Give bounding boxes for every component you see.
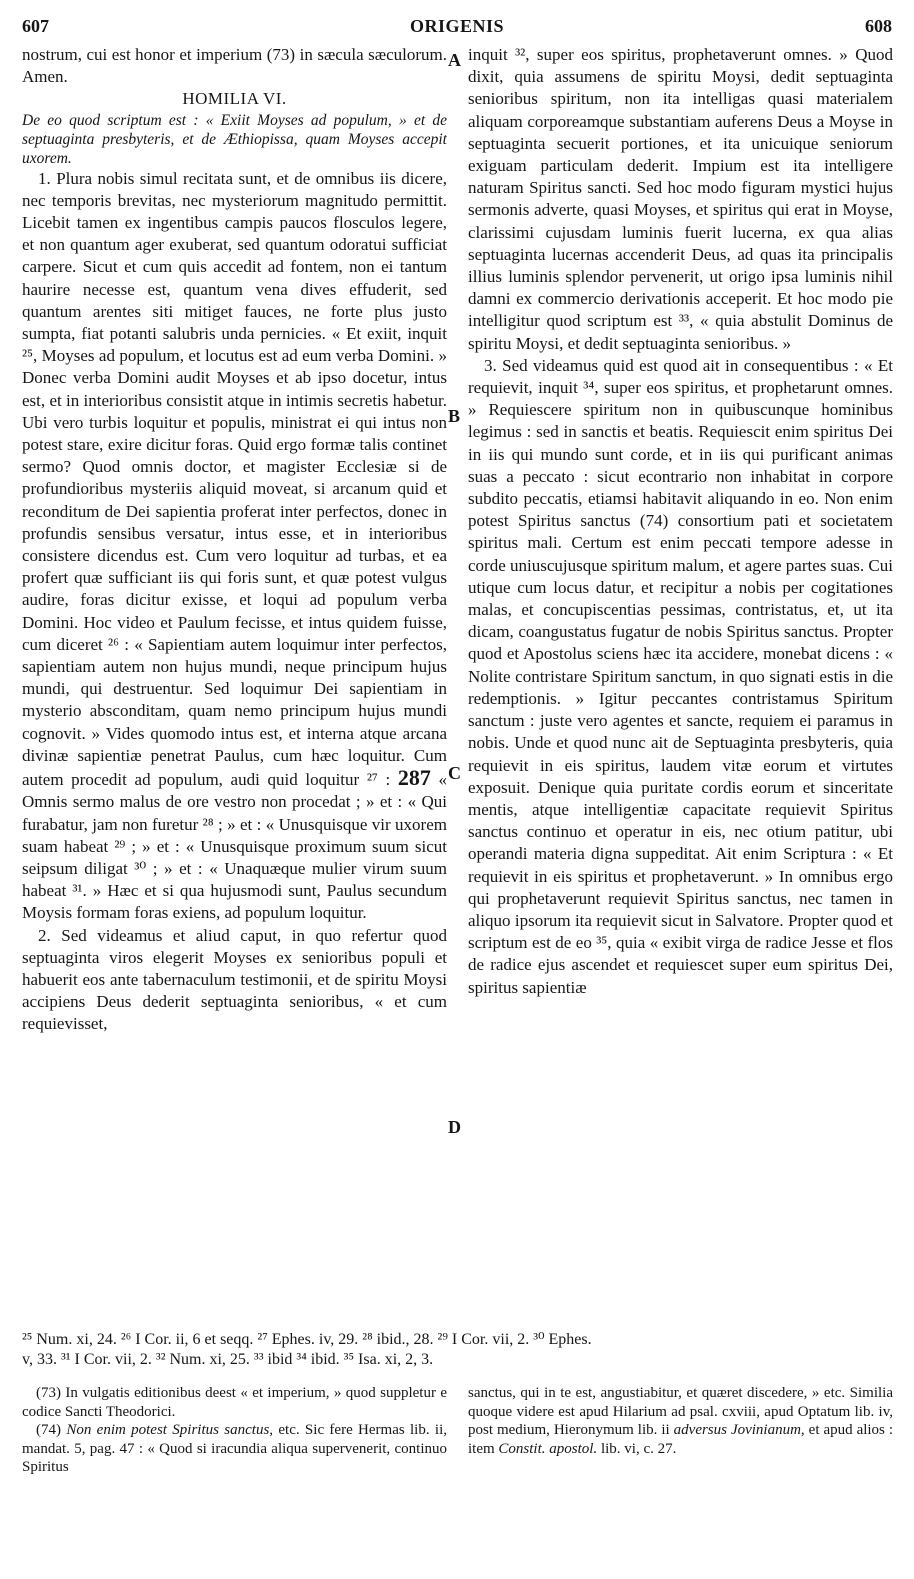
running-title: ORIGENIS <box>409 16 505 36</box>
editor-notes-left <box>22 1384 447 1477</box>
left-paragraph-1 <box>22 168 447 925</box>
left-page-number: 607 <box>22 16 49 36</box>
left-paragraph-0: nostrum, cui est honor et imperium (73) in sæcula sæculorum. Amen. <box>22 45 447 87</box>
paragraph-1-continued: « Omnis sermo malus de ore vestro non procedat ; » et : « Qui furabatur, jam non furetur ²⁸ ; » et : « Unusquisque vir uxorem suam habeat ²⁹ ; » et : « Unusquisque proximum suum sicut seipsum diligat ³⁰ ; » et : « Unaquæque mulier virum suum habeat ³¹. » Hæc et si qua hujusmodi sunt, Paulus secundum Moysis formam foras exiens, ad populum loquitur. <box>22 770 447 923</box>
page-header <box>22 16 892 40</box>
editor-notes-right <box>468 1384 893 1458</box>
note-74-text: etc. Sic fere Hermas lib. ii, mandat. 5, pag. 47 : « Quod si iracundia aliqua supervenerit, continuo Spiritus <box>22 1422 448 1475</box>
left-paragraph-2: 2. Sed videamus et aliud caput, in quo refertur quod septuaginta viros elegerit Moyses ex senioribus populi et habuerit eos ante tabernaculum testimonii, et de spiritu Moysi accipiens Deus dederit septuaginta senioribus, « et cum requievisset, <box>22 925 447 1034</box>
note-73: (73) In vulgatis editionibus deest « et imperium, » quod suppletur e codice Sancti Theodorici. <box>22 1385 447 1420</box>
right-paragraph-3: 3. Sed videamus quid est quod ait in consequentibus : « Et requievit, inquit ³⁴, super eos spiritus, et prophetarunt omnes. » Requiescere spiritum non in quibuscunque hominibus legimus : sed in sanctis et beatis. Requiescit enim spiritus Dei in iis qui mundo sunt corde, et in iis qui purificant animas suas a peccato : sicut econtrario non inhabitat in corpore subdito peccatis, etiamsi habitavit aliquando in eo. Non enim potest Spiritus sanctus (74) consortium pati et societatem spiritus mali. Certum est enim peccati tempore adesse in corde uniuscujusque spiritum malum, et agere partes suas. Cui utique cum locus datur, et recipitur a nobis per cogitationes malas, et concupiscentias pessimas, contristatus, et, ut ita dicam, coangustatus fugatur de nobis Spiritus sanctus. Propter quod et Apostolus sciens hæc ita accidere, monebat dicens : « Nolite contristare Spiritum sanctum, in quo signati estis in die redemptionis. » Igitur peccantes contristamus Spiritum sanctum : juste vero agentes et sancte, requiem ei paramus in nobis. Unde et quod nunc ait de Septuaginta presbyteris, quia requievit in eis spiritus, laudem vitæ eorum et virtutes exposuit. Denique quia puritate cordis eorum et sinceritate mentis, atque intelligentiæ capacitate requievit Spiritus sanctus continuo et operatur in eis, nec otium patitur, ubi operandi materia digna suppeditat. Ait enim Scriptura : « Et requievit in eis spiritus et prophetaverunt. » In omnibus ergo qui prophetaverunt requievit Spiritus sanctus, nec tamen in aliquo ipsorum ita requievit sicut in Salvatore. Propter quod et scriptum est de eo ³⁵, quia « exibit virga de radice Jesse et flos de radice ejus ascendet et requiescet super eum spiritus Dei, spiritus sapientiæ <box>468 355 893 997</box>
note-74-cont-c: lib. vi, c. 27. <box>600 1440 677 1457</box>
homily-title: HOMILIA VI. <box>182 89 287 109</box>
note-74-cont-title: adversus Jovinianum, <box>673 1422 805 1438</box>
note-74-cont-a: sanctus, qui in te est, angustiabitur, et quæret discedere, » etc. Similia quoque videre est apud Hilarium ad psal. cxviii, apud Optatum lib. iv, post medium, Hieronymum lib. ii <box>468 1385 893 1438</box>
note-74-continued <box>468 1384 893 1458</box>
note-74-number: (74) <box>36 1422 61 1438</box>
note-74-cont-title-2: Constit. apostol. <box>498 1440 598 1457</box>
note-74-cont-b: et apud alios : item <box>468 1422 894 1457</box>
footnote-line-2: v, 33. ³¹ I Cor. vii, 2. ³² Num. xi, 25. ³³ ibid ³⁴ ibid. ³⁵ Isa. xi, 2, 3. <box>22 1351 434 1368</box>
note-74-lemma: Non enim potest Spiritus sanctus, <box>66 1422 274 1438</box>
left-column <box>22 44 447 1324</box>
margin-marker-b: B <box>448 406 461 426</box>
note-74 <box>22 1421 447 1477</box>
right-paragraph-0: inquit ³², super eos spiritus, prophetaverunt omnes. » Quod dixit, quia assumens de spiritu Moysi, dedit septuaginta senioribus spiritum, non ita intelligas quasi materialem aliquam corporeamque substantiam auferens Deus a Moyse in septuaginta secuerit portiones, et ita unicuique seniorum exiguam particulam dederit. Impium est ita intelligere naturam Spiritus sancti. Sed hoc modo figuram mystici hujus sermonis adverte, quasi Moyses, et spiritus qui erat in Moyse, clarissimi cujusdam luminis fuerit lucerna, ex qua alias septuaginta lucernas accenderit Deus, ad quas ita principalis illius luminis splendor pervenerit, ut origo ipsa luminis nihil damni ex commercio derivationis acceperit. Et hoc modo pie intelligitur quod scriptum est ³³, « quia abstulit Dominus de spiritu Moysi, et dedit septuaginta senioribus. » <box>468 45 893 353</box>
right-page-number: 608 <box>865 16 892 36</box>
margin-marker-a: A <box>448 50 461 70</box>
paragraph-1-text: 1. Plura nobis simul recitata sunt, et de omnibus iis dicere, nec temporis brevitas, nec mysteriorum magnitudo permittit. Licebit tamen ex ingentibus campis paucos flosculos legere, et non quantum ager exuberat, sed quantum odoratui sufficiat carpere. Sicut et cum quis accedit ad fontem, non ei tantum haurire necesse est, quantum vena dives effuderit, sed quantum arentes siti mitiget fauces, ne forte plus justo sumpta, fiat potanti salubris unda pernicies. « Et exiit, inquit ²⁵, Moyses ad populum, et locutus est ad eum verba Domini. » Donec verba Domini audit Moyses et ab ipso docetur, intus est, et in interioribus consistit atque in intimis secretis habetur. Ubi vero turbis loquitur et populis, ministrat ei qui intus non potest stare, exire dicitur foras. Quid ergo formæ talis continet sermo? Quod omnis doctor, et magister Ecclesiæ si de profundioribus mysteriis aliquid moveat, si arcanum quid et reconditum de Dei sapientia proferat inter perfectos, donec in profundis sensibus versatur, intus esse, et in interioribus consistere dicendus est. Cum vero loquitur ad turbas, et ea profert quæ sufficiant iis qui foris sunt, et quæ potest vulgus audire, foras dicitur exisse, et loqui ad populum verba Domini. Hoc video et Paulum fecisse, et intus quidem fuisse, cum diceret ²⁶ : « Sapientiam autem loquimur inter perfectos, sapientiam autem non hujus mundi, neque principum hujus mundi, qui destruentur. Sed loquimur Dei sapientiam in mysterio absconditam, quam nemo principum hujus mundi cognovit. » Vides quomodo intus est, et interna atque arcana divinæ sapientiæ penetrat Paulus, cum hæc loquitur. Cum autem procedit ad populum, audi quid loquitur ²⁷ : <box>22 168 447 790</box>
column-number: 287 <box>397 765 431 791</box>
homily-subtitle: De eo quod scriptum est : « Exiit Moyses ad populum, » et de septuaginta presbyteris, et de Æthiopissa, quam Moyses accepit uxorem. <box>22 111 447 167</box>
footnote-line-1: ²⁵ Num. xi, 24. ²⁶ I Cor. ii, 6 et seqq. ²⁷ Ephes. iv, 29. ²⁸ ibid., 28. ²⁹ I Cor. vii, 2. ³⁰ Ephes. <box>22 1331 592 1348</box>
right-column <box>468 44 893 1324</box>
scripture-footnotes <box>22 1330 892 1370</box>
margin-marker-c: C <box>448 763 461 783</box>
margin-marker-d: D <box>448 1117 461 1137</box>
